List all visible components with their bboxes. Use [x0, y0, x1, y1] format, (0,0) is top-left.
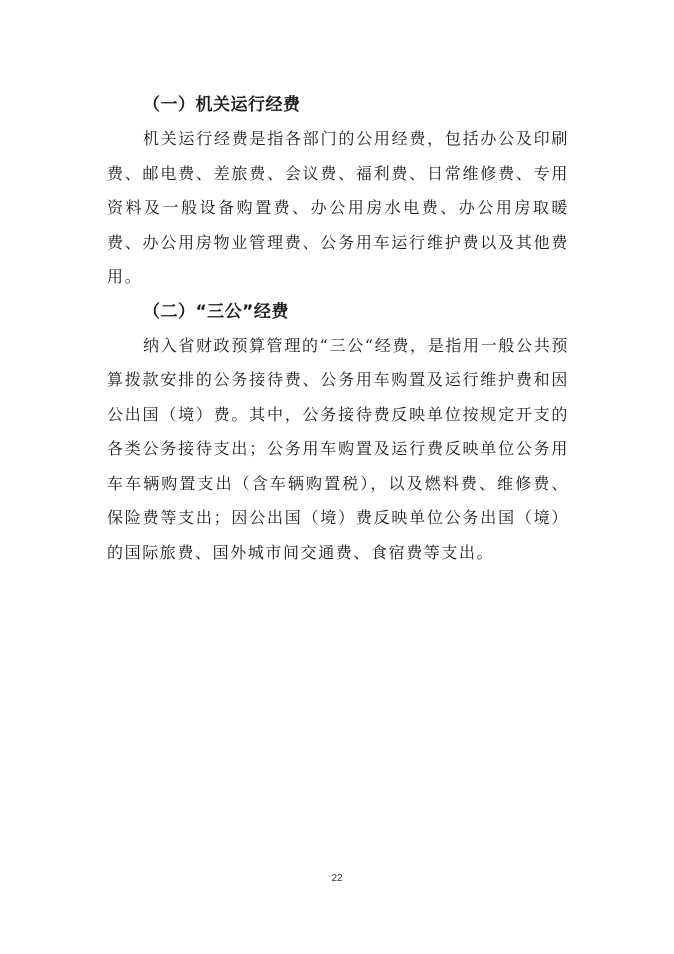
- section-heading-operating-expenses: （一）机关运行经费: [143, 95, 301, 115]
- section-heading-three-public-expenses: （二）“三公”经费: [143, 301, 289, 322]
- page-number: 22: [331, 873, 343, 884]
- section-paragraph-operating-expenses: 机关运行经费是指各部门的公用经费，包括办公及印刷费、邮电费、差旅费、会议费、福利费、日常维修费、专用资料及一般设备购置费、办公用房水电费、办公用房取暖费、办公用房物业管理费、公务用车运行维护费以及其他费用。: [107, 129, 569, 286]
- page-content: [107, 88, 569, 570]
- section-paragraph-three-public-expenses: 纳入省财政预算管理的“三公“经费，是指用一般公共预算拨款安排的公务接待费、公务用车购置及运行维护费和因公出国（境）费。其中，公务接待费反映单位按规定开支的各类公务接待支出；公务用车购置及运行费反映单位公务用车车辆购置支出（含车辆购置税），以及燃料费、维修费、保险费等支出；因公出国（境）费反映单位公务出国（境）的国际旅费、国外城市间交通费、食宿费等支出。: [107, 335, 569, 562]
